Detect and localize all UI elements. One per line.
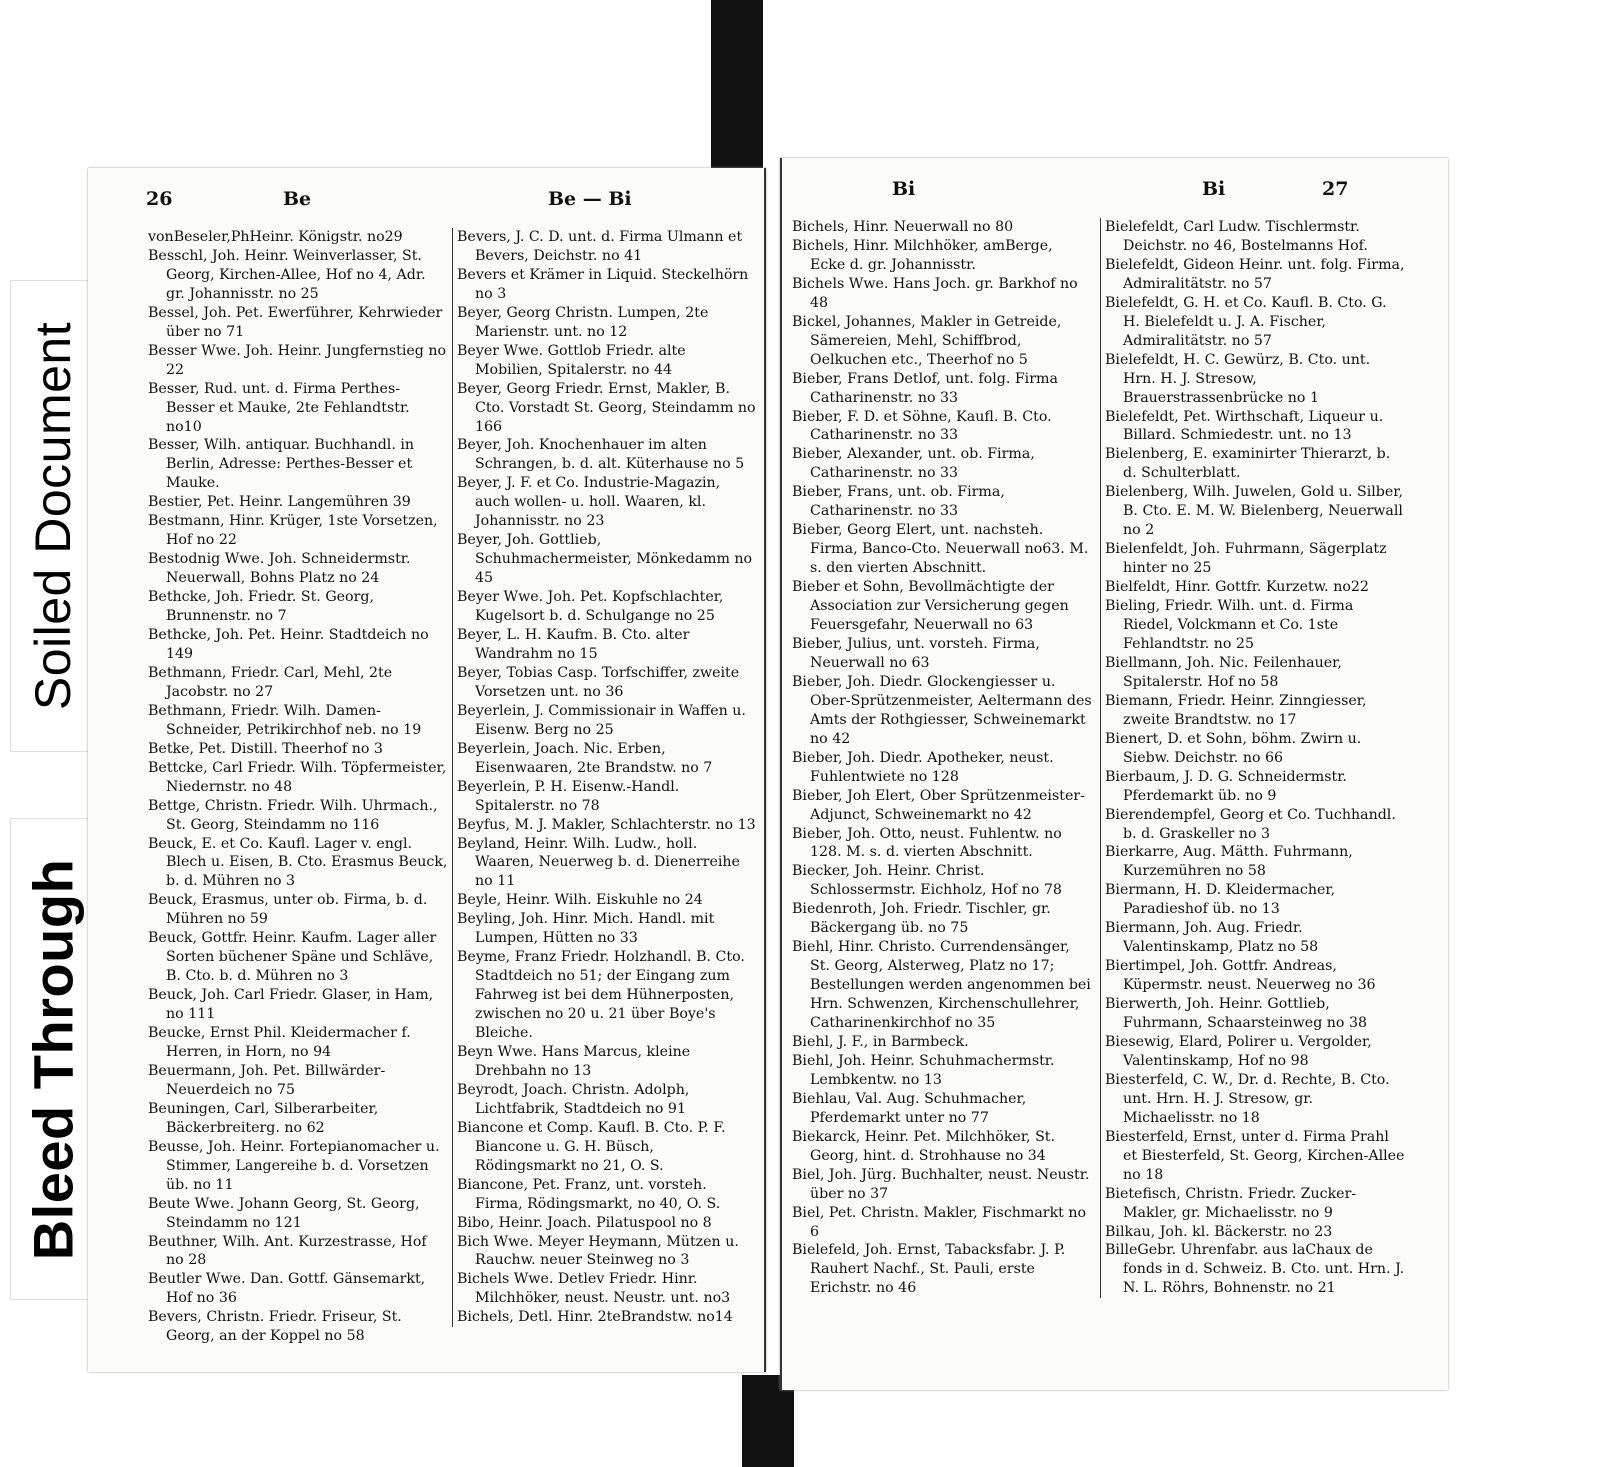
directory-entry: Beuck, E. et Co. Kaufl. Lager v. engl. Blech u. Eisen, B. Cto. Erasmus Beuck, b. d. Mühren no 3	[148, 835, 448, 890]
directory-entry: Bielefeldt, Gideon Heinr. unt. folg. Firma, Admiralitätstr. no 57	[1105, 256, 1405, 292]
directory-entry: Bestodnig Wwe. Joh. Schneidermstr. Neuerwall, Bohns Platz no 24	[148, 551, 411, 587]
directory-entry: Biehl, Joh. Heinr. Schuhmachermstr. Lembkentw. no 13	[792, 1052, 1055, 1088]
bleed-through-label: Bleed Through	[21, 858, 85, 1260]
directory-entry: Bichels Wwe. Hans Joch. gr. Barkhof no 48	[792, 275, 1078, 311]
right-running-head	[782, 178, 1448, 212]
directory-entry: Bettge, Christn. Friedr. Wilh. Uhrmach., St. Georg, Steindamm no 116	[148, 797, 438, 833]
directory-entry: Beuthner, Wilh. Ant. Kurzestrasse, Hof no 28	[148, 1233, 427, 1269]
directory-entry: Beyle, Heinr. Wilh. Eiskuhle no 24	[457, 892, 703, 909]
directory-entry: Bethcke, Joh. Friedr. St. Georg, Brunnenstr. no 7	[148, 589, 374, 625]
directory-entry: Biesewig, Elard, Polirer u. Vergolder, Valentinskamp, Hof no 98	[1105, 1033, 1372, 1069]
directory-entry: Bierwerth, Joh. Heinr. Gottlieb, Fuhrmann, Schaarsteinweg no 38	[1105, 996, 1368, 1032]
directory-entry: Bienert, D. et Sohn, böhm. Zwirn u. Siebw. Deichstr. no 66	[1105, 730, 1362, 766]
page-number-right: 27	[1322, 178, 1349, 200]
directory-entry: Beusse, Joh. Heinr. Fortepianomacher u. Stimmer, Langereihe b. d. Vorsetzen üb. no 11	[148, 1138, 440, 1193]
directory-entry: Biellmann, Joh. Nic. Feilenhauer, Spitalerstr. Hof no 58	[1105, 654, 1342, 690]
directory-entry: Biancone et Comp. Kaufl. B. Cto. P. F. Biancone u. G. H. Büsch, Rödingsmarkt no 21, O. S.	[457, 1119, 726, 1174]
directory-entry: Bieber et Sohn, Bevollmächtigte der Association zur Versicherung gegen Feuersgefahr, Neuerwall no 63	[792, 579, 1069, 634]
directory-entry: Beyerlein, J. Commissionair in Waffen u. Eisenw. Berg no 25	[457, 702, 746, 738]
directory-entry: Beyer Wwe. Joh. Pet. Kopfschlachter, Kugelsort b. d. Schulgange no 25	[457, 589, 724, 625]
soiled-document-stamp	[10, 280, 96, 752]
left-head-letters: Be	[283, 188, 312, 210]
directory-entry: Bielefeldt, H. C. Gewürz, B. Cto. unt. Hrn. H. J. Stresow, Brauerstrassenbrücke no 1	[1105, 351, 1371, 406]
directory-entry: Besschl, Joh. Heinr. Weinverlasser, St. Georg, Kirchen-Allee, Hof no 4, Adr. gr. Johannisstr. no 25	[148, 247, 426, 302]
page-number-left: 26	[146, 188, 173, 210]
right-page	[780, 158, 1448, 1390]
directory-entry: Beyrodt, Joach. Christn. Adolph, Lichtfabrik, Stadtdeich no 91	[457, 1081, 690, 1117]
directory-entry: Bieber, Frans Detlof, unt. folg. Firma Catharinenstr. no 33	[792, 370, 1058, 406]
directory-entry: Bieber, Frans, unt. ob. Firma, Catharinenstr. no 33	[792, 484, 1005, 520]
directory-entry: Beyer, J. F. et Co. Industrie-Magazin, auch wollen- u. holl. Waaren, kl. Johannisstr. no 23	[457, 475, 721, 530]
directory-entry: Bich Wwe. Meyer Heymann, Mützen u. Rauchw. neuer Steinweg no 3	[457, 1233, 739, 1269]
directory-entry: Biermann, H. D. Kleidermacher, Paradieshof üb. no 13	[1105, 882, 1336, 918]
right-head-center: Bi	[892, 178, 916, 200]
right-head-letters: Bi	[1202, 178, 1226, 200]
directory-entry: Beyerlein, P. H. Eisenw.-Handl. Spitalerstr. no 78	[457, 778, 680, 814]
left-column-2	[452, 228, 757, 1327]
left-page	[88, 168, 766, 1372]
directory-entry: Beute Wwe. Johann Georg, St. Georg, Steindamm no 121	[148, 1195, 420, 1231]
directory-entry: Bethcke, Joh. Pet. Heinr. Stadtdeich no 149	[148, 627, 429, 662]
directory-entry: Bierbaum, J. D. G. Schneidermstr. Pferdemarkt üb. no 9	[1105, 768, 1347, 804]
directory-entry: Bieber, Joh Elert, Ober Sprützenmeister-Adjunct, Schweinemarkt no 42	[792, 787, 1085, 823]
directory-entry: Beuningen, Carl, Silberarbeiter, Bäckerbreiterg. no 62	[148, 1100, 379, 1136]
directory-entry: Bielefeldt, Pet. Wirthschaft, Liqueur u. Billard. Schmiedestr. unt. no 13	[1105, 408, 1384, 444]
directory-entry: Biehl, J. F., in Barmbeck.	[792, 1033, 969, 1050]
directory-entry: Bestmann, Hinr. Krüger, 1ste Vorsetzen, Hof no 22	[148, 513, 438, 549]
directory-entry: Beyn Wwe. Hans Marcus, kleine Drehbahn no 13	[457, 1043, 691, 1079]
directory-entry: Biel, Pet. Christn. Makler, Fischmarkt no 6	[792, 1204, 1087, 1240]
directory-entry: Biehlau, Val. Aug. Schuhmacher, Pferdemarkt unter no 77	[792, 1090, 1027, 1126]
directory-entry: Bielefeld, Joh. Ernst, Tabacksfabr. J. P. Rauhert Nachf., St. Pauli, erste Erichstr. no 46	[792, 1242, 1066, 1297]
directory-entry: Beyer, L. H. Kaufm. B. Cto. alter Wandrahm no 15	[457, 627, 690, 662]
directory-entry: Bielenfeldt, Joh. Fuhrmann, Sägerplatz hinter no 25	[1105, 541, 1387, 577]
right-column-2	[1100, 218, 1405, 1298]
directory-entry: Bieber, Alexander, unt. ob. Firma, Catharinenstr. no 33	[792, 446, 1035, 482]
directory-entry: Beyer, Georg Christn. Lumpen, 2te Marienstr. unt. no 12	[457, 304, 709, 340]
directory-entry: Bichels, Hinr. Neuerwall no 80	[792, 219, 1014, 235]
directory-entry: Biel, Joh. Jürg. Buchhalter, neust. Neustr. über no 37	[792, 1166, 1090, 1202]
directory-entry: Biemann, Friedr. Heinr. Zinngiesser, zweite Brandtstw. no 17	[1105, 692, 1367, 728]
directory-entry: Bichels Wwe. Detlev Friedr. Hinr. Milchhöker, neust. Neustr. unt. no3	[457, 1271, 731, 1307]
directory-entry: Bevers, Christn. Friedr. Friseur, St. Georg, an der Koppel no 58	[148, 1309, 402, 1345]
directory-entry: Bieling, Friedr. Wilh. unt. d. Firma Riedel, Volckmann et Co. 1ste Fehlandtstr. no 25	[1105, 598, 1354, 652]
directory-entry: Bibo, Heinr. Joach. Pilatuspool no 8	[457, 1214, 712, 1231]
directory-entry: Betke, Pet. Distill. Theerhof no 3	[148, 740, 383, 757]
directory-entry: Bessel, Joh. Pet. Ewerführer, Kehrwieder über no 71	[148, 304, 443, 340]
directory-entry: Biedenroth, Joh. Friedr. Tischler, gr. Bäckergang üb. no 75	[792, 901, 1051, 937]
directory-entry: Bieber, F. D. et Söhne, Kaufl. B. Cto. Catharinenstr. no 33	[792, 408, 1052, 444]
directory-entry: Bieber, Joh. Diedr. Glockengiesser u. Ober-Sprützenmeister, Aeltermann des Amts der Rothgiesser, Schweinemarkt no 42	[792, 673, 1092, 747]
directory-entry: Bielenberg, Wilh. Juwelen, Gold u. Silber, B. Cto. E. M. W. Bielenberg, Neuerwall no 2	[1105, 484, 1403, 539]
directory-entry: Beuck, Erasmus, unter ob. Firma, b. d. Mühren no 59	[148, 892, 428, 928]
directory-entry: Beyling, Joh. Hinr. Mich. Handl. mit Lumpen, Hütten no 33	[457, 911, 715, 947]
directory-entry: Beyer, Joh. Gottlieb, Schuhmachermeister, Mönkedamm no 45	[457, 532, 753, 587]
directory-entry: Besser, Wilh. antiquar. Buchhandl. in Berlin, Adresse: Perthes-Besser et Mauke.	[148, 437, 415, 492]
directory-entry: Beyland, Heinr. Wilh. Ludw., holl. Waaren, Neuerweg b. d. Dienerreihe no 11	[457, 835, 740, 890]
bleed-through-stamp	[10, 818, 96, 1300]
directory-entry: Bierendempfel, Georg et Co. Tuchhandl. b. d. Graskeller no 3	[1105, 806, 1396, 842]
directory-entry: Besser Wwe. Joh. Heinr. Jungfernstieg no 22	[148, 342, 447, 378]
left-running-head	[88, 188, 764, 222]
directory-entry: Beuermann, Joh. Pet. Billwärder-Neuerdeich no 75	[148, 1062, 386, 1098]
directory-entry: Bestier, Pet. Heinr. Langemühren 39	[148, 494, 411, 511]
directory-entry: Bieber, Georg Elert, unt. nachsteh. Firma, Banco-Cto. Neuerwall no63. M. s. den vierten Abschnitt.	[792, 522, 1089, 577]
directory-entry: Bilkau, Joh. kl. Bäckerstr. no 23	[1105, 1223, 1333, 1240]
directory-entry: Bethmann, Friedr. Carl, Mehl, 2te Jacobstr. no 27	[148, 664, 393, 700]
directory-entry: Beyerlein, Joach. Nic. Erben, Eisenwaaren, 2te Brandstw. no 7	[457, 740, 713, 776]
directory-entry: Beyer, Joh. Knochenhauer im alten Schrangen, b. d. alt. Küterhause no 5	[457, 437, 745, 473]
directory-entry: Biermann, Joh. Aug. Friedr. Valentinskamp, Platz no 58	[1105, 920, 1319, 956]
directory-entry: Bettcke, Carl Friedr. Wilh. Töpfermeister, Niedernstr. no 48	[148, 759, 447, 795]
directory-entry: Biancone, Pet. Franz, unt. vorsteh. Firma, Rödingsmarkt, no 40, O. S.	[457, 1176, 721, 1212]
left-head-center: Be — Bi	[548, 188, 632, 210]
directory-entry: Bichels, Detl. Hinr. 2teBrandstw. no14	[457, 1309, 733, 1326]
directory-entry: Beuck, Joh. Carl Friedr. Glaser, in Ham, no 111	[148, 987, 434, 1023]
directory-entry: Beyer, Tobias Casp. Torfschiffer, zweite Vorsetzen unt. no 36	[457, 664, 740, 700]
directory-entry: Bielenberg, E. examinirter Thierarzt, b. d. Schulterblatt.	[1105, 446, 1391, 482]
directory-entry: Bieber, Julius, unt. vorsteh. Firma, Neuerwall no 63	[792, 635, 1040, 671]
directory-entry: Bierkarre, Aug. Mätth. Fuhrmann, Kurzemühren no 58	[1105, 844, 1353, 880]
directory-entry: Beyme, Franz Friedr. Holzhandl. B. Cto. Stadtdeich no 51; der Eingang zum Fahrweg ist bei dem Hühnerposten, zwischen no 20 u. 21 über Boye's Bleiche.	[457, 949, 745, 1042]
directory-entry: Beutler Wwe. Dan. Gottf. Gänsemarkt, Hof no 36	[148, 1271, 426, 1307]
directory-entry: Bielefeldt, G. H. et Co. Kaufl. B. Cto. G. H. Bielefeldt u. J. A. Fischer, Admiralitätstr. no 57	[1105, 294, 1387, 349]
soiled-document-label: Soiled Document	[25, 321, 82, 711]
directory-entry: Biehl, Hinr. Christo. Currendensänger, St. Georg, Alsterweg, Platz no 17; Bestellungen werden angenommen bei Hrn. Schwenzen, Kirchenschullehrer, Catharinenkirchhof no 35	[792, 939, 1091, 1032]
directory-entry: BilleGebr. Uhrenfabr. aus laChaux de fonds in d. Schweiz. B. Cto. unt. Hrn. J. N. L. Röhrs, Bohnenstr. no 21	[1105, 1242, 1405, 1297]
right-column-1	[792, 218, 1092, 1298]
directory-entry: Bieber, Joh. Diedr. Apotheker, neust. Fuhlentwiete no 128	[792, 749, 1054, 785]
directory-entry: Bevers, J. C. D. unt. d. Firma Ulmann et Bevers, Deichstr. no 41	[457, 229, 743, 264]
directory-entry: Beucke, Ernst Phil. Kleidermacher f. Herren, in Horn, no 94	[148, 1025, 411, 1060]
directory-entry: Bichels, Hinr. Milchhöker, amBerge, Ecke d. gr. Johannisstr.	[792, 237, 1053, 273]
directory-entry: Biesterfeld, Ernst, unter d. Firma Prahl et Biesterfeld, St. Georg, Kirchen-Allee no 18	[1105, 1128, 1405, 1183]
directory-entry: vonBeseler,PhHeinr. Königstr. no29	[148, 229, 403, 245]
directory-entry: Bickel, Johannes, Makler in Getreide, Sämereien, Mehl, Schiffbrod, Oelkuchen etc., Theerhof no 5	[792, 313, 1062, 368]
directory-entry: Bielefeldt, Carl Ludw. Tischlermstr. Deichstr. no 46, Bostelmanns Hof.	[1105, 219, 1368, 254]
directory-entry: Bethmann, Friedr. Wilh. Damen-Schneider, Petrikirchhof neb. no 19	[148, 702, 422, 738]
left-column-1	[148, 228, 448, 1346]
directory-entry: Beuck, Gottfr. Heinr. Kaufm. Lager aller Sorten büchener Späne und Schläve, B. Cto. b. d. Mühren no 3	[148, 930, 437, 985]
directory-entry: Biecker, Joh. Heinr. Christ. Schlossermstr. Eichholz, Hof no 78	[792, 863, 1062, 899]
directory-entry: Bietefisch, Christn. Friedr. Zucker-Makler, gr. Michaelisstr. no 9	[1105, 1185, 1357, 1221]
binding-shadow-top	[711, 0, 763, 170]
directory-entry: Bielfeldt, Hinr. Gottfr. Kurzetw. no22	[1105, 579, 1369, 596]
directory-entry: Beyer, Georg Friedr. Ernst, Makler, B. Cto. Vorstadt St. Georg, Steindamm no 166	[457, 380, 756, 435]
directory-entry: Biertimpel, Joh. Gottfr. Andreas, Küpermstr. neust. Neuerweg no 36	[1105, 958, 1376, 994]
directory-entry: Bieber, Joh. Otto, neust. Fuhlentw. no 128. M. s. d. vierten Abschnitt.	[792, 825, 1062, 861]
directory-entry: Besser, Rud. unt. d. Firma Perthes-Besser et Mauke, 2te Fehlandtstr. no10	[148, 380, 410, 435]
directory-entry: Beyer Wwe. Gottlob Friedr. alte Mobilien, Spitalerstr. no 44	[457, 342, 686, 378]
directory-entry: Biekarck, Heinr. Pet. Milchhöker, St. Georg, hint. d. Strohhause no 34	[792, 1128, 1055, 1164]
directory-entry: Beyfus, M. J. Makler, Schlachterstr. no 13	[457, 816, 756, 833]
directory-entry: Bevers et Krämer in Liquid. Steckelhörn no 3	[457, 266, 749, 302]
directory-entry: Biesterfeld, C. W., Dr. d. Rechte, B. Cto. unt. Hrn. H. J. Stresow, gr. Michaelisstr. no 18	[1105, 1071, 1390, 1126]
